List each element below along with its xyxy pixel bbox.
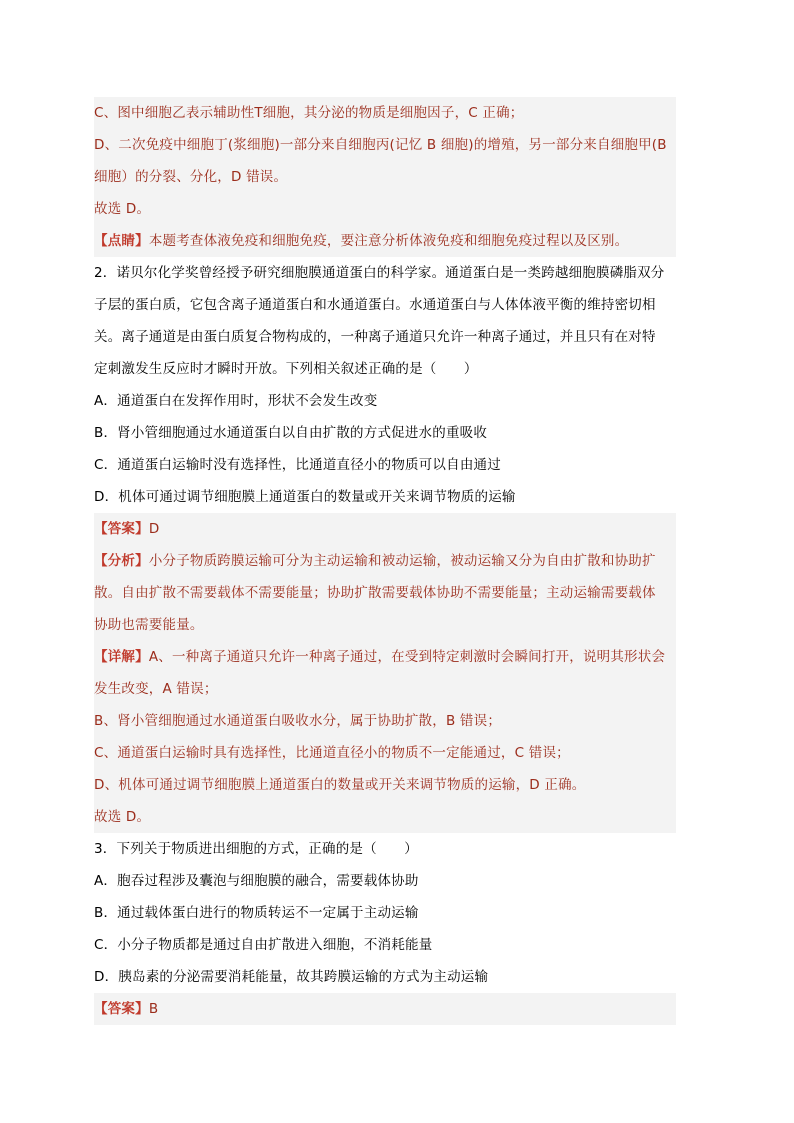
question-2-stem-line: 关。离子通道是由蛋白质复合物构成的，一种离子通道只允许一种离子通过，并且只有在对特 [94, 329, 656, 345]
question-2-analysis [94, 545, 676, 577]
question-2-detail [94, 641, 676, 673]
question-2-option-d: D．机体可通过调节细胞膜上通道蛋白的数量或开关来调节物质的运输 [94, 489, 516, 505]
question-3-option-a: A．胞吞过程涉及囊泡与细胞膜的融合，需要载体协助 [94, 873, 419, 889]
detail-line: B、肾小管细胞通过水通道蛋白吸收水分，属于协助扩散，B 错误； [94, 705, 676, 737]
question-2-stem-line: 2．诺贝尔化学奖曾经授予研究细胞膜通道蛋白的科学家。通道蛋白是一类跨越细胞膜磷脂双分 [94, 265, 665, 281]
detail-line: D、机体可通过调节细胞膜上通道蛋白的数量或开关来调节物质的运输，D 正确。 [94, 769, 676, 801]
analysis-line: 协助也需要能量。 [94, 609, 676, 641]
tip-tag: 【点睛】 [94, 233, 149, 249]
solution-line: 细胞）的分裂、分化，D 错误。 [94, 161, 676, 193]
question-3-option-c: C．小分子物质都是通过自由扩散进入细胞，不消耗能量 [94, 937, 433, 953]
question-3-answer [94, 993, 676, 1025]
detail-tag: 【详解】 [94, 649, 149, 665]
question-3-option-b: B．通过载体蛋白进行的物质转运不一定属于主动运输 [94, 905, 419, 921]
analysis-text: 小分子物质跨膜运输可分为主动运输和被动运输，被动运输又分为自由扩散和协助扩 [148, 553, 656, 569]
analysis-tag: 【分析】 [94, 553, 149, 569]
question-2-stem-line: 定刺激发生反应时才瞬时开放。下列相关叙述正确的是（ ） [94, 361, 478, 377]
question-3-option-d: D．胰岛素的分泌需要消耗能量，故其跨膜运输的方式为主动运输 [94, 969, 489, 985]
answer-tag: 【答案】 [94, 521, 149, 537]
question-2-option-b: B．肾小管细胞通过水通道蛋白以自由扩散的方式促进水的重吸收 [94, 425, 488, 441]
detail-text: A、一种离子通道只允许一种离子通过，在受到特定刺激时会瞬间打开，说明其形状会 [148, 649, 666, 665]
question-2-stem-line: 子层的蛋白质，它包含离子通道蛋白和水通道蛋白。水通道蛋白与人体体液平衡的维持密切相 [94, 297, 656, 313]
analysis-line: 散。自由扩散不需要载体不需要能量；协助扩散需要载体协助不需要能量；主动运输需要载体 [94, 577, 676, 609]
solution-line: D、二次免疫中细胞丁(浆细胞)一部分来自细胞丙(记忆 B 细胞)的增殖，另一部分来自细胞甲(B [94, 129, 676, 161]
question-2-option-c: C．通道蛋白运输时没有选择性，比通道直径小的物质可以自由通过 [94, 457, 501, 473]
solution-line: 故选 D。 [94, 193, 676, 225]
conclusion-line: 故选 D。 [94, 801, 676, 833]
tip-line [94, 225, 676, 257]
question-3-stem: 3．下列关于物质进出细胞的方式，正确的是（ ） [94, 841, 418, 857]
question-2-answer [94, 513, 676, 545]
answer-value: D [148, 521, 160, 537]
tip-text: 本题考查体液免疫和细胞免疫，要注意分析体液免疫和细胞免疫过程以及区别。 [148, 233, 629, 249]
detail-line: 发生改变，A 错误； [94, 673, 676, 705]
question-2-option-a: A．通道蛋白在发挥作用时，形状不会发生改变 [94, 393, 378, 409]
detail-line: C、通道蛋白运输时具有选择性，比通道直径小的物质不一定能通过，C 错误； [94, 737, 676, 769]
document-page [94, 97, 676, 1025]
solution-line: C、图中细胞乙表示辅助性T细胞，其分泌的物质是细胞因子，C 正确； [94, 97, 676, 129]
answer-value: B [148, 1001, 159, 1017]
answer-tag: 【答案】 [94, 1001, 149, 1017]
